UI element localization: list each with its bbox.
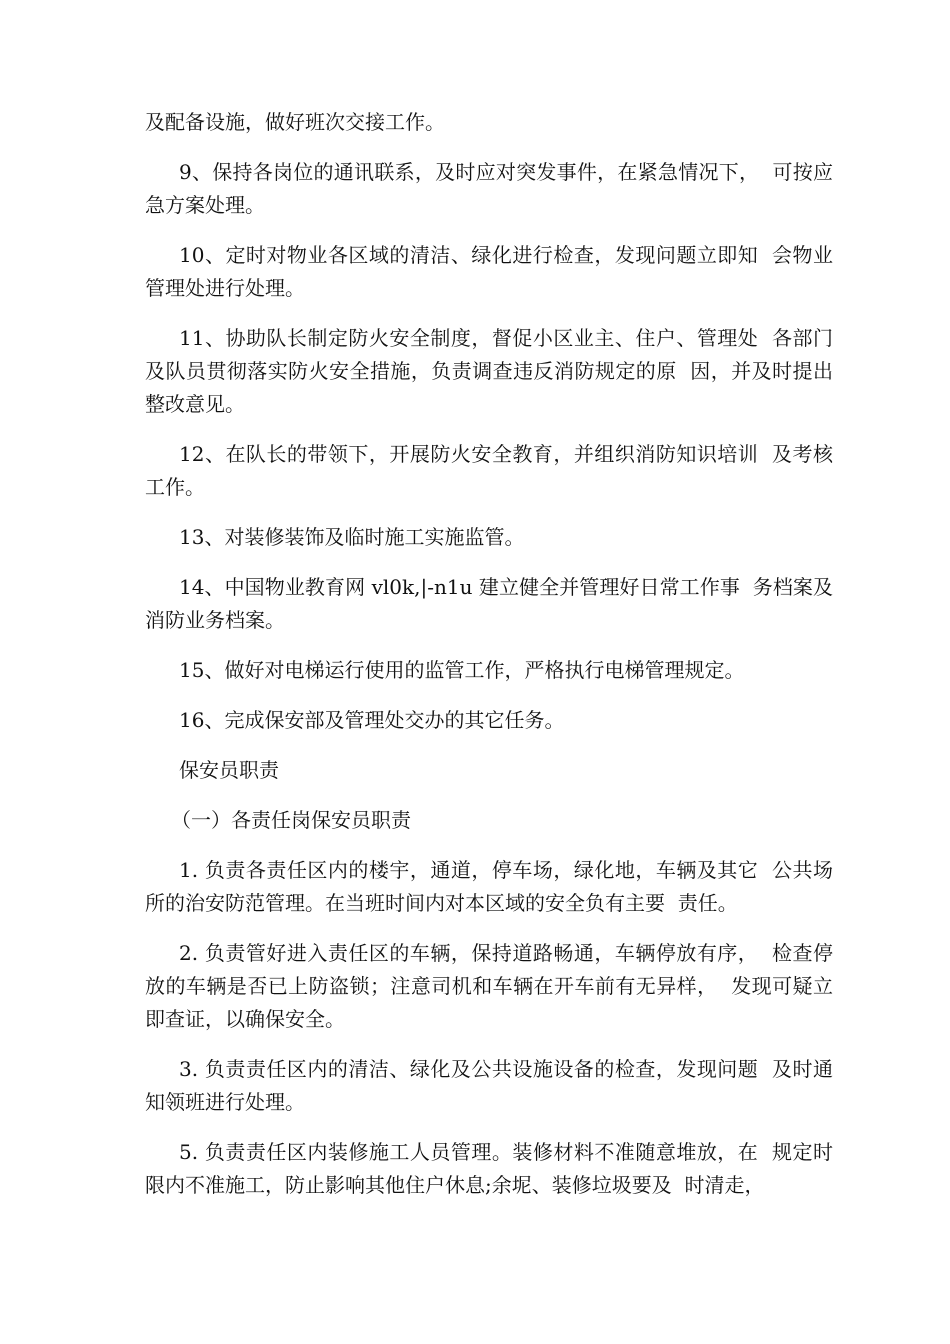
duty-item-1: 1. 负责各责任区内的楼宇，通道，停车场，绿化地，车辆及其它 公共场所的治安防范管理。在当班时间内对本区域的安全负有主要 责任。 (145, 858, 833, 915)
paragraph-item-16: 16、完成保安部及管理处交办的其它任务。 (179, 708, 565, 732)
duty-item-3: 3. 负责责任区内的清洁、绿化及公共设施设备的检查，发现问题 及时通知领班进行处理。 (145, 1057, 833, 1114)
paragraph-item-15: 15、做好对电梯运行使用的监管工作，严格执行电梯管理规定。 (179, 658, 745, 682)
paragraph-item-12: 12、在队长的带领下，开展防火安全教育，并组织消防知识培训 及考核工作。 (145, 442, 833, 499)
paragraph-item-10: 10、定时对物业各区域的清洁、绿化进行检查，发现问题立即知 会物业管理处进行处理。 (145, 243, 833, 300)
section-title: 保安员职责 (179, 758, 279, 782)
paragraph-item-13: 13、对装修装饰及临时施工实施监管。 (179, 525, 525, 549)
subsection-title: （一）各责任岗保安员职责 (171, 808, 411, 832)
duty-item-2: 2. 负责管好进入责任区的车辆，保持道路畅通，车辆停放有序， 检查停放的车辆是否已上防盗锁；注意司机和车辆在开车前有无异样， 发现可疑立即查证，以确保安全。 (145, 941, 833, 1031)
paragraph-continuation: 及配备设施，做好班次交接工作。 (145, 110, 445, 134)
paragraph-item-9: 9、保持各岗位的通讯联系，及时应对突发事件，在紧急情况下， 可按应急方案处理。 (145, 160, 833, 217)
duty-item-5: 5. 负责责任区内装修施工人员管理。装修材料不准随意堆放，在 规定时限内不准施工，防止影响其他住户休息;余坭、装修垃圾要及 时清走， (145, 1140, 833, 1197)
paragraph-item-14: 14、中国物业教育网 vl0k,|-n1u 建立健全并管理好日常工作事 务档案及消防业务档案。 (145, 575, 833, 632)
document-body (145, 106, 833, 1219)
paragraph-item-11: 11、协助队长制定防火安全制度，督促小区业主、住户、管理处 各部门及队员贯彻落实防火安全措施，负责调查违反消防规定的原 因，并及时提出整改意见。 (145, 326, 833, 416)
